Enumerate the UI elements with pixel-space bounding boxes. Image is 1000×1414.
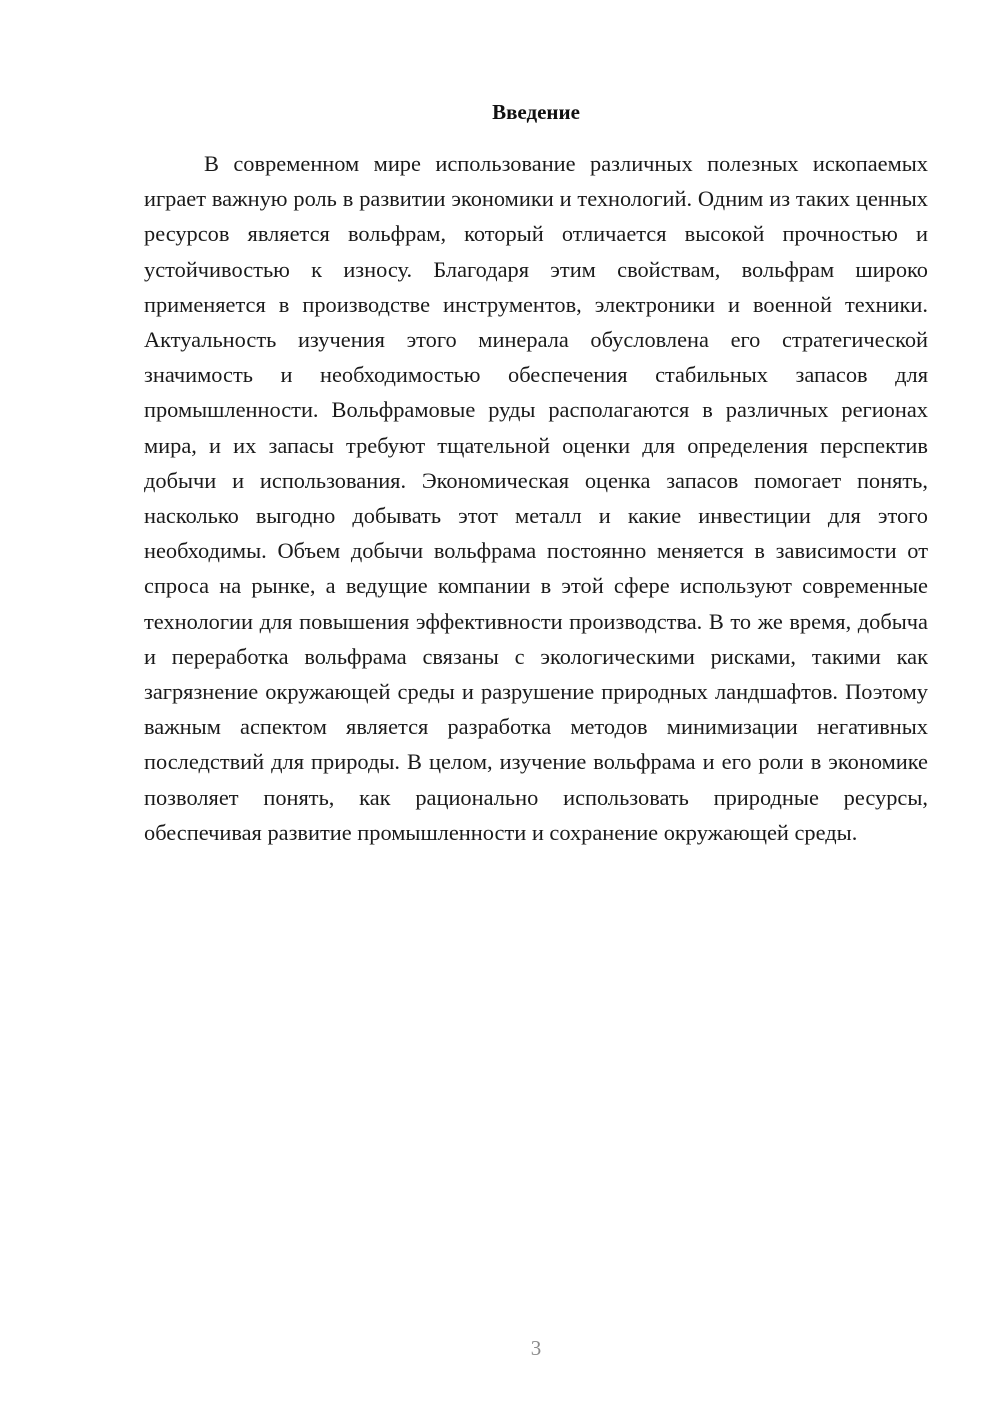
section-heading: Введение	[492, 100, 580, 124]
body-paragraph: В современном мире использование различных полезных ископаемых играет важную роль в развитии экономики и технологий. Одним из таких ценных ресурсов является вольфрам, который отличается высокой прочностью и устойчивостью к износу. Благодаря этим свойствам, вольфрам широко применяется в производстве инструментов, электроники и военной техники. Актуальность изучения этого минерала обусловлена его стратегической значимость и необходимостью обеспечения стабильных запасов для промышленности. Вольфрамовые руды располагаются в различных регионах мира, и их запасы требуют тщательной оценки для определения перспектив добычи и использования. Экономическая оценка запасов помогает понять, насколько выгодно добывать этот металл и какие инвестиции для этого необходимы. Объем добычи вольфрама постоянно меняется в зависимости от спроса на рынке, а ведущие компании в этой сфере используют современные технологии для повышения эффективности производства. В то же время, добыча и переработка вольфрама связаны с экологическими рисками, такими как загрязнение окружающей среды и разрушение природных ландшафтов. Поэтому важным аспектом является разработка методов минимизации негативных последствий для природы. В целом, изучение вольфрама и его роли в экономике позволяет понять, как рационально использовать природные ресурсы, обеспечивая развитие промышленности и сохранение окружающей среды.	[144, 151, 928, 845]
page-number: 3	[530, 1336, 542, 1360]
